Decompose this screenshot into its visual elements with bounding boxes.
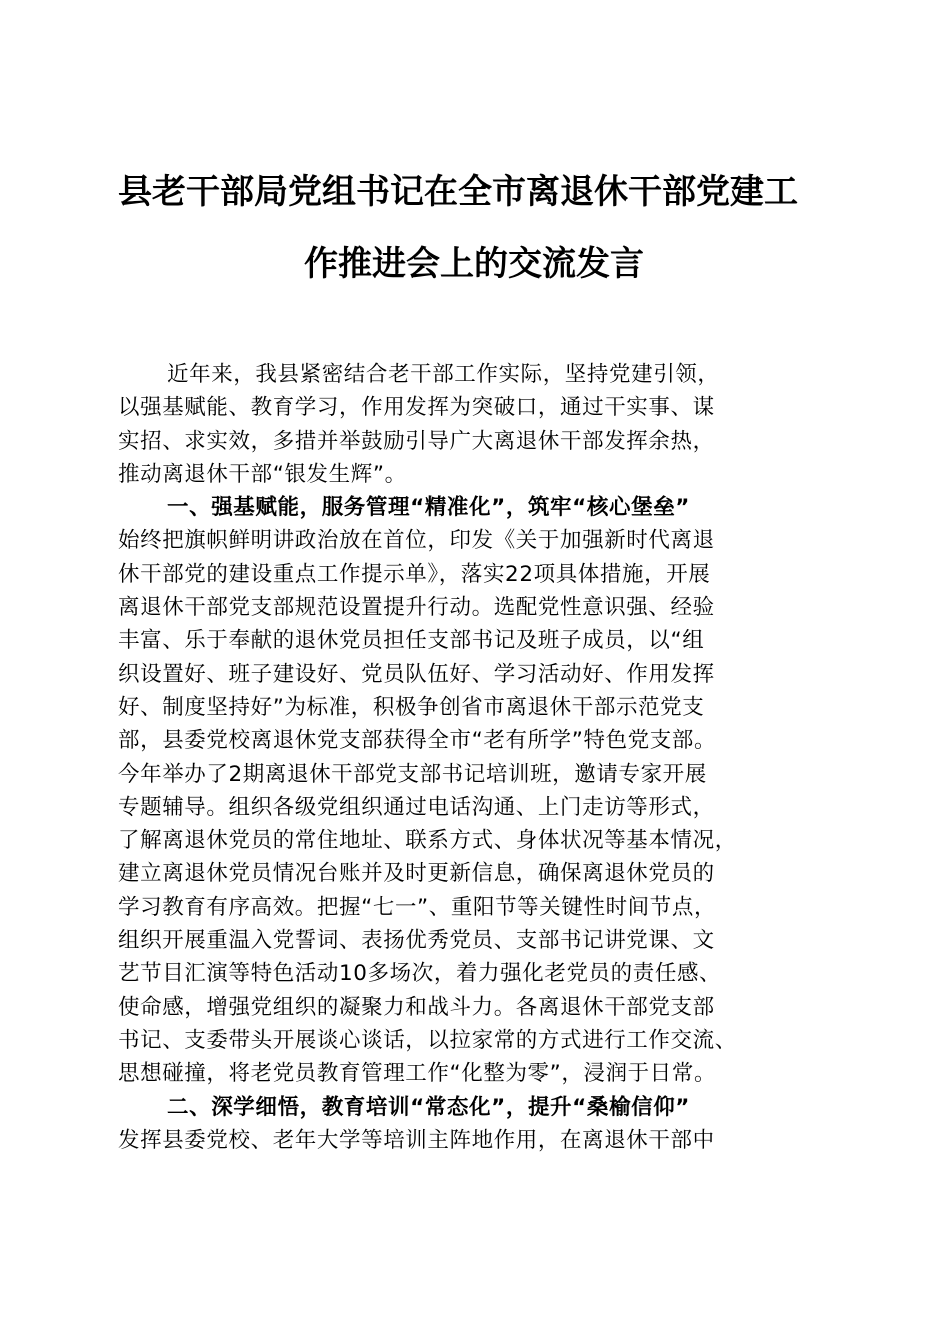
document-body bbox=[118, 358, 838, 1157]
body-line: 专题辅导。组织各级党组织通过电话沟通、上门走访等形式， bbox=[118, 794, 715, 820]
body-line: 始终把旗帜鲜明讲政治放在首位，印发《关于加强新时代离退 bbox=[118, 528, 715, 554]
body-line: 组织开展重温入党誓词、表扬优秀党员、支部书记讲党课、文 bbox=[118, 928, 715, 954]
section-heading-2: 二、深学细悟，教育培训“常态化”，提升“桑榆信仰” bbox=[167, 1094, 691, 1120]
body-line: 今年举办了2期离退休干部党支部书记培训班，邀请专家开展 bbox=[118, 761, 707, 787]
body-line: 学习教育有序高效。把握“七一”、重阳节等关键性时间节点， bbox=[118, 894, 717, 920]
body-line: 离退休干部党支部规范设置提升行动。选配党性意识强、经验 bbox=[118, 595, 715, 621]
body-line: 好、制度坚持好”为标准，积极争创省市离退休干部示范党支 bbox=[118, 694, 705, 720]
body-line: 织设置好、班子建设好、党员队伍好、学习活动好、作用发挥 bbox=[118, 661, 715, 687]
document-title-line-2: 作推进会上的交流发言 bbox=[304, 244, 644, 284]
body-line: 推动离退休干部“银发生辉”。 bbox=[118, 461, 407, 487]
body-line: 思想碰撞，将老党员教育管理工作“化整为零”，浸润于日常。 bbox=[118, 1061, 717, 1087]
body-line: 丰富、乐于奉献的退休党员担任支部书记及班子成员，以“组 bbox=[118, 628, 705, 654]
body-line: 书记、支委带头开展谈心谈话，以拉家常的方式进行工作交流、 bbox=[118, 1027, 737, 1053]
document-title-line-1: 县老干部局党组书记在全市离退休干部党建工 bbox=[118, 172, 798, 212]
body-line: 近年来，我县紧密结合老干部工作实际，坚持党建引领， bbox=[167, 362, 720, 387]
body-line: 发挥县委党校、老年大学等培训主阵地作用，在离退休干部中 bbox=[118, 1127, 715, 1153]
body-line: 艺节目汇演等特色活动10多场次，着力强化老党员的责任感、 bbox=[118, 961, 722, 987]
body-line: 建立离退休党员情况台账并及时更新信息，确保离退休党员的 bbox=[118, 861, 715, 887]
body-line: 实招、求实效，多措并举鼓励引导广大离退休干部发挥余热， bbox=[118, 428, 715, 454]
body-line: 使命感，增强党组织的凝聚力和战斗力。各离退休干部党支部 bbox=[118, 994, 715, 1020]
body-line: 以强基赋能、教育学习，作用发挥为突破口，通过干实事、谋 bbox=[118, 395, 715, 421]
body-line: 了解离退休党员的常住地址、联系方式、身体状况等基本情况， bbox=[118, 828, 737, 854]
body-line: 休干部党的建设重点工作提示单》，落实22项具体措施，开展 bbox=[118, 561, 711, 587]
section-heading-1: 一、强基赋能，服务管理“精准化”，筑牢“核心堡垒” bbox=[167, 495, 691, 521]
body-line: 部，县委党校离退休党支部获得全市“老有所学”特色党支部。 bbox=[118, 728, 717, 754]
